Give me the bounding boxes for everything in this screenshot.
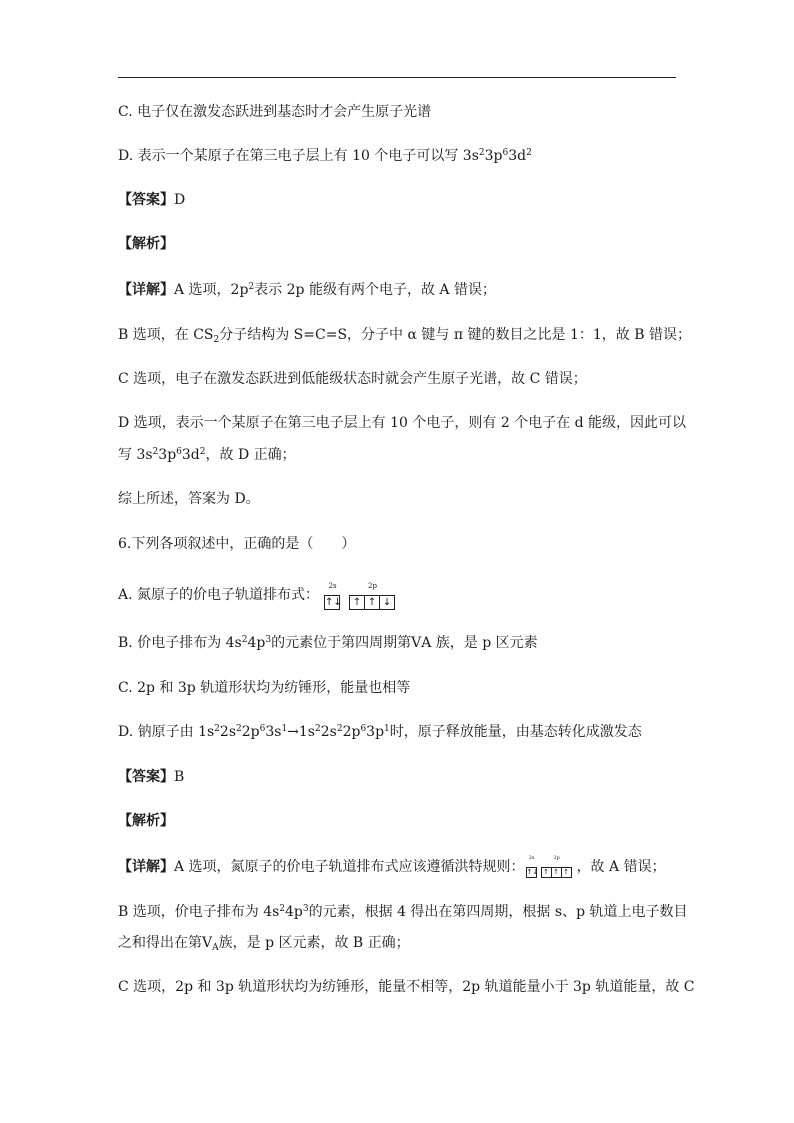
answer-2: 【答案】B (118, 769, 185, 785)
option-c-prev: C. 电子仅在激发态跃进到基态时才会产生原子光谱 (118, 104, 432, 120)
analysis-heading-2: 【解析】 (118, 813, 174, 829)
question-6: 6.下列各项叙述中，正确的是（ ） (118, 536, 356, 552)
q6-option-b: B. 价电子排布为 $4s^24p^3$的元素位于第四周期第ⅤA 族，是 p 区元素 (118, 635, 538, 651)
q6-option-a: A. 氮原子的价电子轨道排布式： 2s ↑↓ 2p ↑ ↑ ↓ (118, 586, 405, 610)
q6-option-c: C. 2p 和 3p 轨道形状均为纺锤形，能量也相等 (118, 680, 411, 696)
option-d-prev: D. 表示一个某原子在第三电子层上有 10 个电子可以写 $3s^23p^63d^2$ (118, 148, 532, 164)
detail-b-2: B 选项，价电子排布为 $4s^24p^3$的元素，根据 4 得出在第四周期，根据 s、p 轨道上电子数目 (118, 904, 688, 920)
orbital-diagram-small-icon: 2s ↑↓ 2p ↑ ↑ ↑ (527, 861, 577, 879)
detail-a-2: 【详解】A 选项，氮原子的价电子轨道排布式应该遵循洪特规则： 2s ↑↓ 2p ↑ ↑ ↑ ，故 A 错误； (118, 858, 666, 879)
detail-b-1: B 选项，在 $CS_2$分子结构为 S=C=S，分子中 α 键与 π 键的数目之比是 1：1，故 B 错误； (118, 327, 691, 345)
q6-option-d: D. 钠原子由 $1s^22s^22p^63s^1\to 1s^22s^22p^63p^1$时，原子释放能量，由基态转化成激发态 (118, 724, 642, 740)
orbital-diagram-icon: 2s ↑↓ 2p ↑ ↑ ↓ (325, 592, 405, 610)
detail-c-2: C 选项，2p 和 3p 轨道形状均为纺锤形，能量不相等，2p 轨道能量小于 3p 轨道能量，故 C (118, 979, 695, 995)
header-rule (118, 77, 676, 78)
detail-d-1: D 选项，表示一个某原子在第三电子层上有 10 个电子，则有 2 个电子在 d 能级，因此可以 (118, 415, 687, 431)
summary-1: 综上所述，答案为 D。 (118, 491, 260, 507)
answer-1: 【答案】D (118, 192, 186, 208)
detail-c-1: C 选项，电子在激发态跃进到低能级状态时就会产生原子光谱，故 C 错误； (118, 371, 587, 387)
analysis-heading-1: 【解析】 (118, 236, 174, 252)
detail-d-1-cont: 写 $3s^23p^63d^2$，故 D 正确； (118, 447, 296, 463)
detail-a-1: 【详解】A 选项，$2p^2$表示 2p 能级有两个电子，故 A 错误； (118, 282, 496, 298)
detail-b-2-cont: 之和得出在第$Ⅴ_A$族，是 p 区元素，故 B 正确； (118, 935, 410, 953)
